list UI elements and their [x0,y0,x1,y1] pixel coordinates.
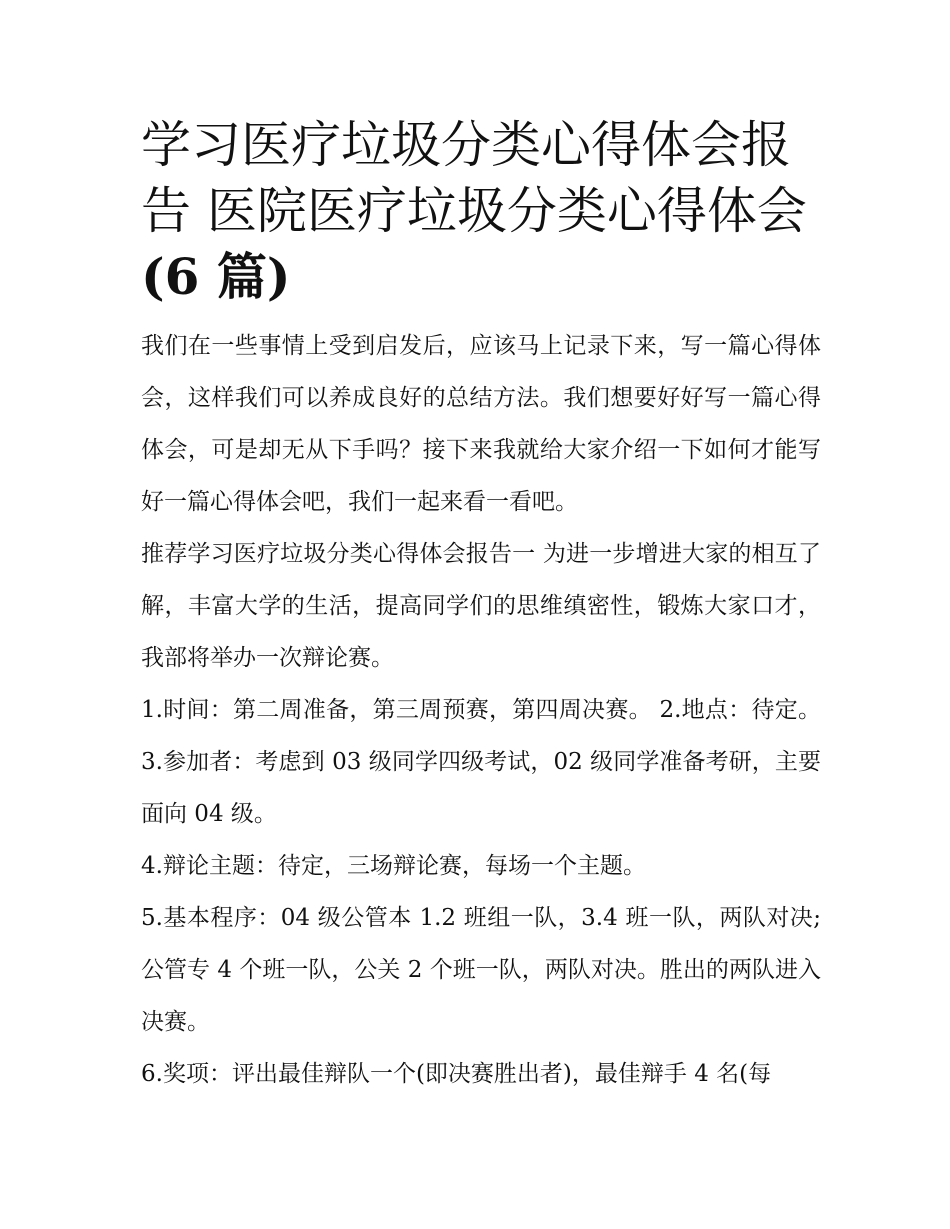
paragraph-recommend: 推荐学习医疗垃圾分类心得体会报告一 为进一步增进大家的相互了解，丰富大学的生活，提高同学们的思维缜密性，锻炼大家口才，我部将举办一次辩论赛。 [141,541,821,671]
title-line-1: 学习医疗垃圾分类心得体会报 [141,116,791,174]
title-line-2: 告 医院医疗垃圾分类心得体会 [141,182,807,240]
document-title [141,112,821,310]
paragraph-item-6: 6.奖项：评出最佳辩队一个(即决赛胜出者)，最佳辩手 4 名(每 [141,1061,772,1087]
paragraph-item-5: 5.基本程序：04 级公管本 1.2 班组一队，3.4 班一队，两队对决;公管专 4 个班一队，公关 2 个班一队，两队对决。胜出的两队进入决赛。 [141,905,821,1035]
title-line-3: (6 篇) [141,247,291,306]
document-page [141,112,821,1100]
paragraph-intro: 我们在一些事情上受到启发后，应该马上记录下来，写一篇心得体会，这样我们可以养成良好的总结方法。我们想要好好写一篇心得体会，可是却无从下手吗？接下来我就给大家介绍一下如何才能写好一篇心得体会吧，我们一起来看一看吧。 [141,333,821,515]
paragraph-item-4: 4.辩论主题：待定，三场辩论赛，每场一个主题。 [141,853,646,879]
paragraph-item-1-3: 1.时间：第二周准备，第三周预赛，第四周决赛。 2.地点：待定。 3.参加者：考虑到 03 级同学四级考试，02 级同学准备考研，主要面向 04 级。 [141,697,821,827]
